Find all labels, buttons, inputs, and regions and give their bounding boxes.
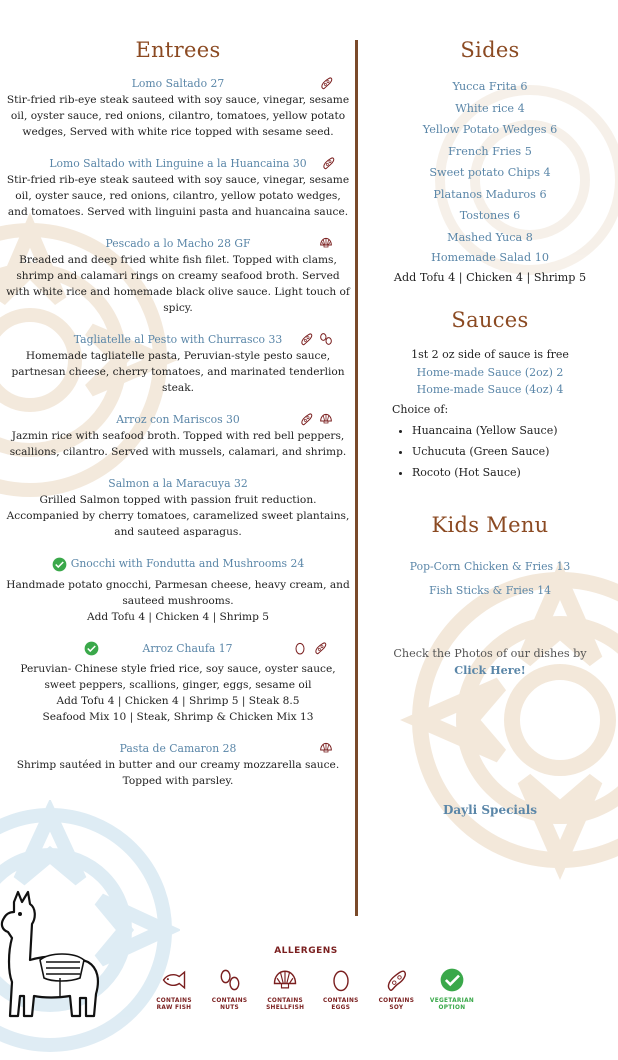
allergen-vegetarian [426, 966, 478, 1012]
kids-item: Pop-Corn Chicken & Fries 13 [409, 560, 571, 573]
kids-menu-title: Kids Menu [431, 513, 549, 537]
shellfish-icon [318, 235, 334, 251]
dish-addons: Add Tofu 4 | Chicken 4 | Shrimp 5 [87, 610, 269, 623]
allergens-legend [148, 946, 478, 1012]
dish-name: Tagliatelle al Pesto with Churrasco 33 [73, 333, 283, 346]
daily-specials-link[interactable]: Dayli Specials [442, 803, 538, 817]
allergen-label-line2: EGGS [331, 1005, 351, 1011]
dish-gnocchi [0, 556, 356, 625]
side-item: French Fries 5 [448, 144, 532, 158]
dish-addons: Add Tofu 4 | Chicken 4 | Shrimp 5 | Steak 8.5 [56, 695, 300, 707]
side-item: Tostones 6 [459, 209, 521, 222]
eggs-icon [292, 640, 308, 656]
sauce-note: 1st 2 oz side of sauce is free [411, 348, 569, 361]
nuts-icon [318, 331, 334, 347]
allergen-label-line1: VEGETARIAN [429, 998, 475, 1004]
dish-description: Homemade tagliatelle pasta, Peruvian-style pesto sauce, partnesan cheese, cherry tomatoes, and marinated tenderlion steak. [11, 350, 345, 394]
side-item: Yellow Potato Wedges 6 [422, 123, 558, 136]
allergen-label-line2: RAW FISH [156, 1005, 192, 1011]
sauce-choice: • Rocoto (Hot Sauce) [412, 462, 618, 483]
dish-lomo-saltado-linguine [0, 156, 356, 220]
sides-list [362, 76, 618, 288]
dish-description: Breaded and deep fried white fish filet. Topped with clams, shrimp and calamari rings on creamy seafood broth. Served with white rice and homemade black olive sauce. Light touch of spicy. [6, 254, 350, 314]
entrees-section [0, 38, 356, 805]
dish-addons-mix: Seafood Mix 10 | Steak, Shrimp & Chicken Mix 13 [42, 711, 314, 723]
dish-name: Pescado a lo Macho 28 GF [105, 237, 251, 250]
allergen-label-line1: CONTAINS [267, 998, 303, 1004]
vegetarian-icon [52, 557, 67, 572]
soy-icon [318, 75, 334, 91]
right-column [362, 38, 618, 817]
dish-tagliatelle-al-pesto [0, 332, 356, 396]
soy-icon [298, 411, 314, 427]
soy-icon [382, 966, 410, 994]
dish-lomo-saltado [0, 76, 356, 140]
dish-arroz-con-mariscos [0, 412, 356, 460]
dish-description: Stir-fried rib-eye steak sauteed with soy sauce, vinegar, sesame oil, oyster sauce, red onions, cilantro, yellow potato wedges, and tomatoes. Served with linguini pasta and huancaina sauce. [6, 174, 350, 218]
dish-name: Salmon a la Maracuya 32 [108, 477, 248, 490]
eggs-icon [327, 966, 355, 994]
dish-name-text: Gnocchi with Fondutta and Mushrooms 24 [70, 557, 305, 570]
allergen-label-line1: CONTAINS [156, 998, 192, 1004]
dish-name [84, 641, 233, 657]
dish-pescado-a-lo-macho [0, 236, 356, 316]
sauce-choice: • Huancaina (Yellow Sauce) [412, 420, 618, 441]
kids-item: Fish Sticks & Fries 14 [429, 584, 551, 597]
side-item: Homemade Salad 10 [431, 251, 549, 264]
dish-description: Grilled Salmon topped with passion fruit reduction. Accompanied by cherry tomatoes, caramelized sweet plantains, and sauteed asparagus. [6, 494, 350, 538]
vegetarian-icon [84, 641, 99, 656]
side-item: Platanos Maduros 6 [433, 187, 547, 201]
sauces-title: Sauces [451, 308, 529, 332]
allergen-raw-fish [148, 966, 200, 1012]
dish-name: Pasta de Camaron 28 [119, 742, 237, 755]
allergen-label-line2: NUTS [220, 1005, 240, 1011]
dish-salmon-a-la-maracuya [0, 476, 356, 540]
side-item: White rice 4 [455, 101, 525, 115]
sauce-choices [362, 420, 618, 483]
dish-name: Arroz con Mariscos 30 [116, 413, 240, 426]
dish-description: Jazmin rice with seafood broth. Topped with red bell peppers, scallions, cilantro. Served with mussels, calamari, and shrimp. [9, 430, 347, 458]
sauces-section [362, 346, 618, 483]
allergen-soy [370, 966, 422, 1012]
sauce-option: Home-made Sauce (2oz) 2 [416, 365, 564, 379]
click-here-link[interactable]: Click Here! [454, 663, 526, 677]
entrees-title: Entrees [135, 38, 221, 62]
dish-description: Handmade potato gnocchi, Parmesan cheese, heavy cream, and sauteed mushrooms. [6, 578, 350, 607]
allergens-title: ALLERGENS [274, 946, 338, 956]
sides-title: Sides [460, 38, 520, 62]
side-item: Mashed Yuca 8 [447, 230, 533, 244]
side-item: Sweet potato Chips 4 [429, 166, 551, 179]
dish-name-text: Arroz Chaufa 17 [142, 641, 233, 655]
soy-icon [298, 331, 314, 347]
raw-fish-icon [160, 966, 188, 994]
sauce-option: Home-made Sauce (4oz) 4 [416, 383, 564, 396]
sauce-choice-label: Choice of: [392, 402, 449, 416]
allergen-label-line1: CONTAINS [322, 998, 359, 1004]
alpaca-illustration [0, 888, 110, 1024]
soy-icon [312, 640, 328, 656]
dish-pasta-de-camaron [0, 741, 356, 789]
dish-description: Stir-fried rib-eye steak sauteed with soy sauce, vinegar, sesame oil, oyster sauce, red onions, cilantro, tomatoes, yellow potato wedges, Served with white rice topped with sesame seed. [6, 94, 350, 138]
allergen-label-line1: CONTAINS [378, 998, 415, 1004]
soy-icon [320, 155, 336, 171]
shellfish-icon [318, 411, 334, 427]
allergen-nuts [204, 966, 256, 1012]
dish-name: Lomo Saltado with Linguine a la Huancaina 30 [49, 157, 307, 170]
photos-callout [362, 645, 618, 679]
allergen-label-line2: SHELLFISH [266, 1005, 305, 1011]
allergen-label-line2: OPTION [438, 1005, 466, 1011]
kids-menu [362, 555, 618, 603]
allergen-shellfish [259, 966, 311, 1012]
sauce-choice: • Uchucuta (Green Sauce) [412, 441, 618, 462]
vegetarian-icon [438, 966, 466, 994]
dish-name: Lomo Saltado 27 [131, 77, 225, 90]
allergen-label-line2: SOY [389, 1005, 404, 1011]
allergen-label-line1: CONTAINS [211, 998, 248, 1004]
shellfish-icon [318, 740, 334, 756]
dish-name [52, 556, 305, 572]
shellfish-icon [271, 966, 299, 994]
dish-arroz-chaufa [0, 641, 356, 726]
allergen-eggs [315, 966, 367, 1012]
sides-addons: Add Tofu 4 | Chicken 4 | Shrimp 5 [393, 271, 587, 284]
dish-description: Shrimp sautéed in butter and our creamy mozzarella sauce. Topped with parsley. [16, 759, 340, 787]
side-item: Yucca Frita 6 [452, 80, 528, 93]
nuts-icon [216, 966, 244, 994]
photos-text: Check the Photos of our dishes by [393, 647, 587, 660]
dish-description: Peruvian- Chinese style fried rice, soy sauce, oyster sauce, sweet peppers, scallions, ginger, eggs, sesame oil [20, 663, 336, 691]
